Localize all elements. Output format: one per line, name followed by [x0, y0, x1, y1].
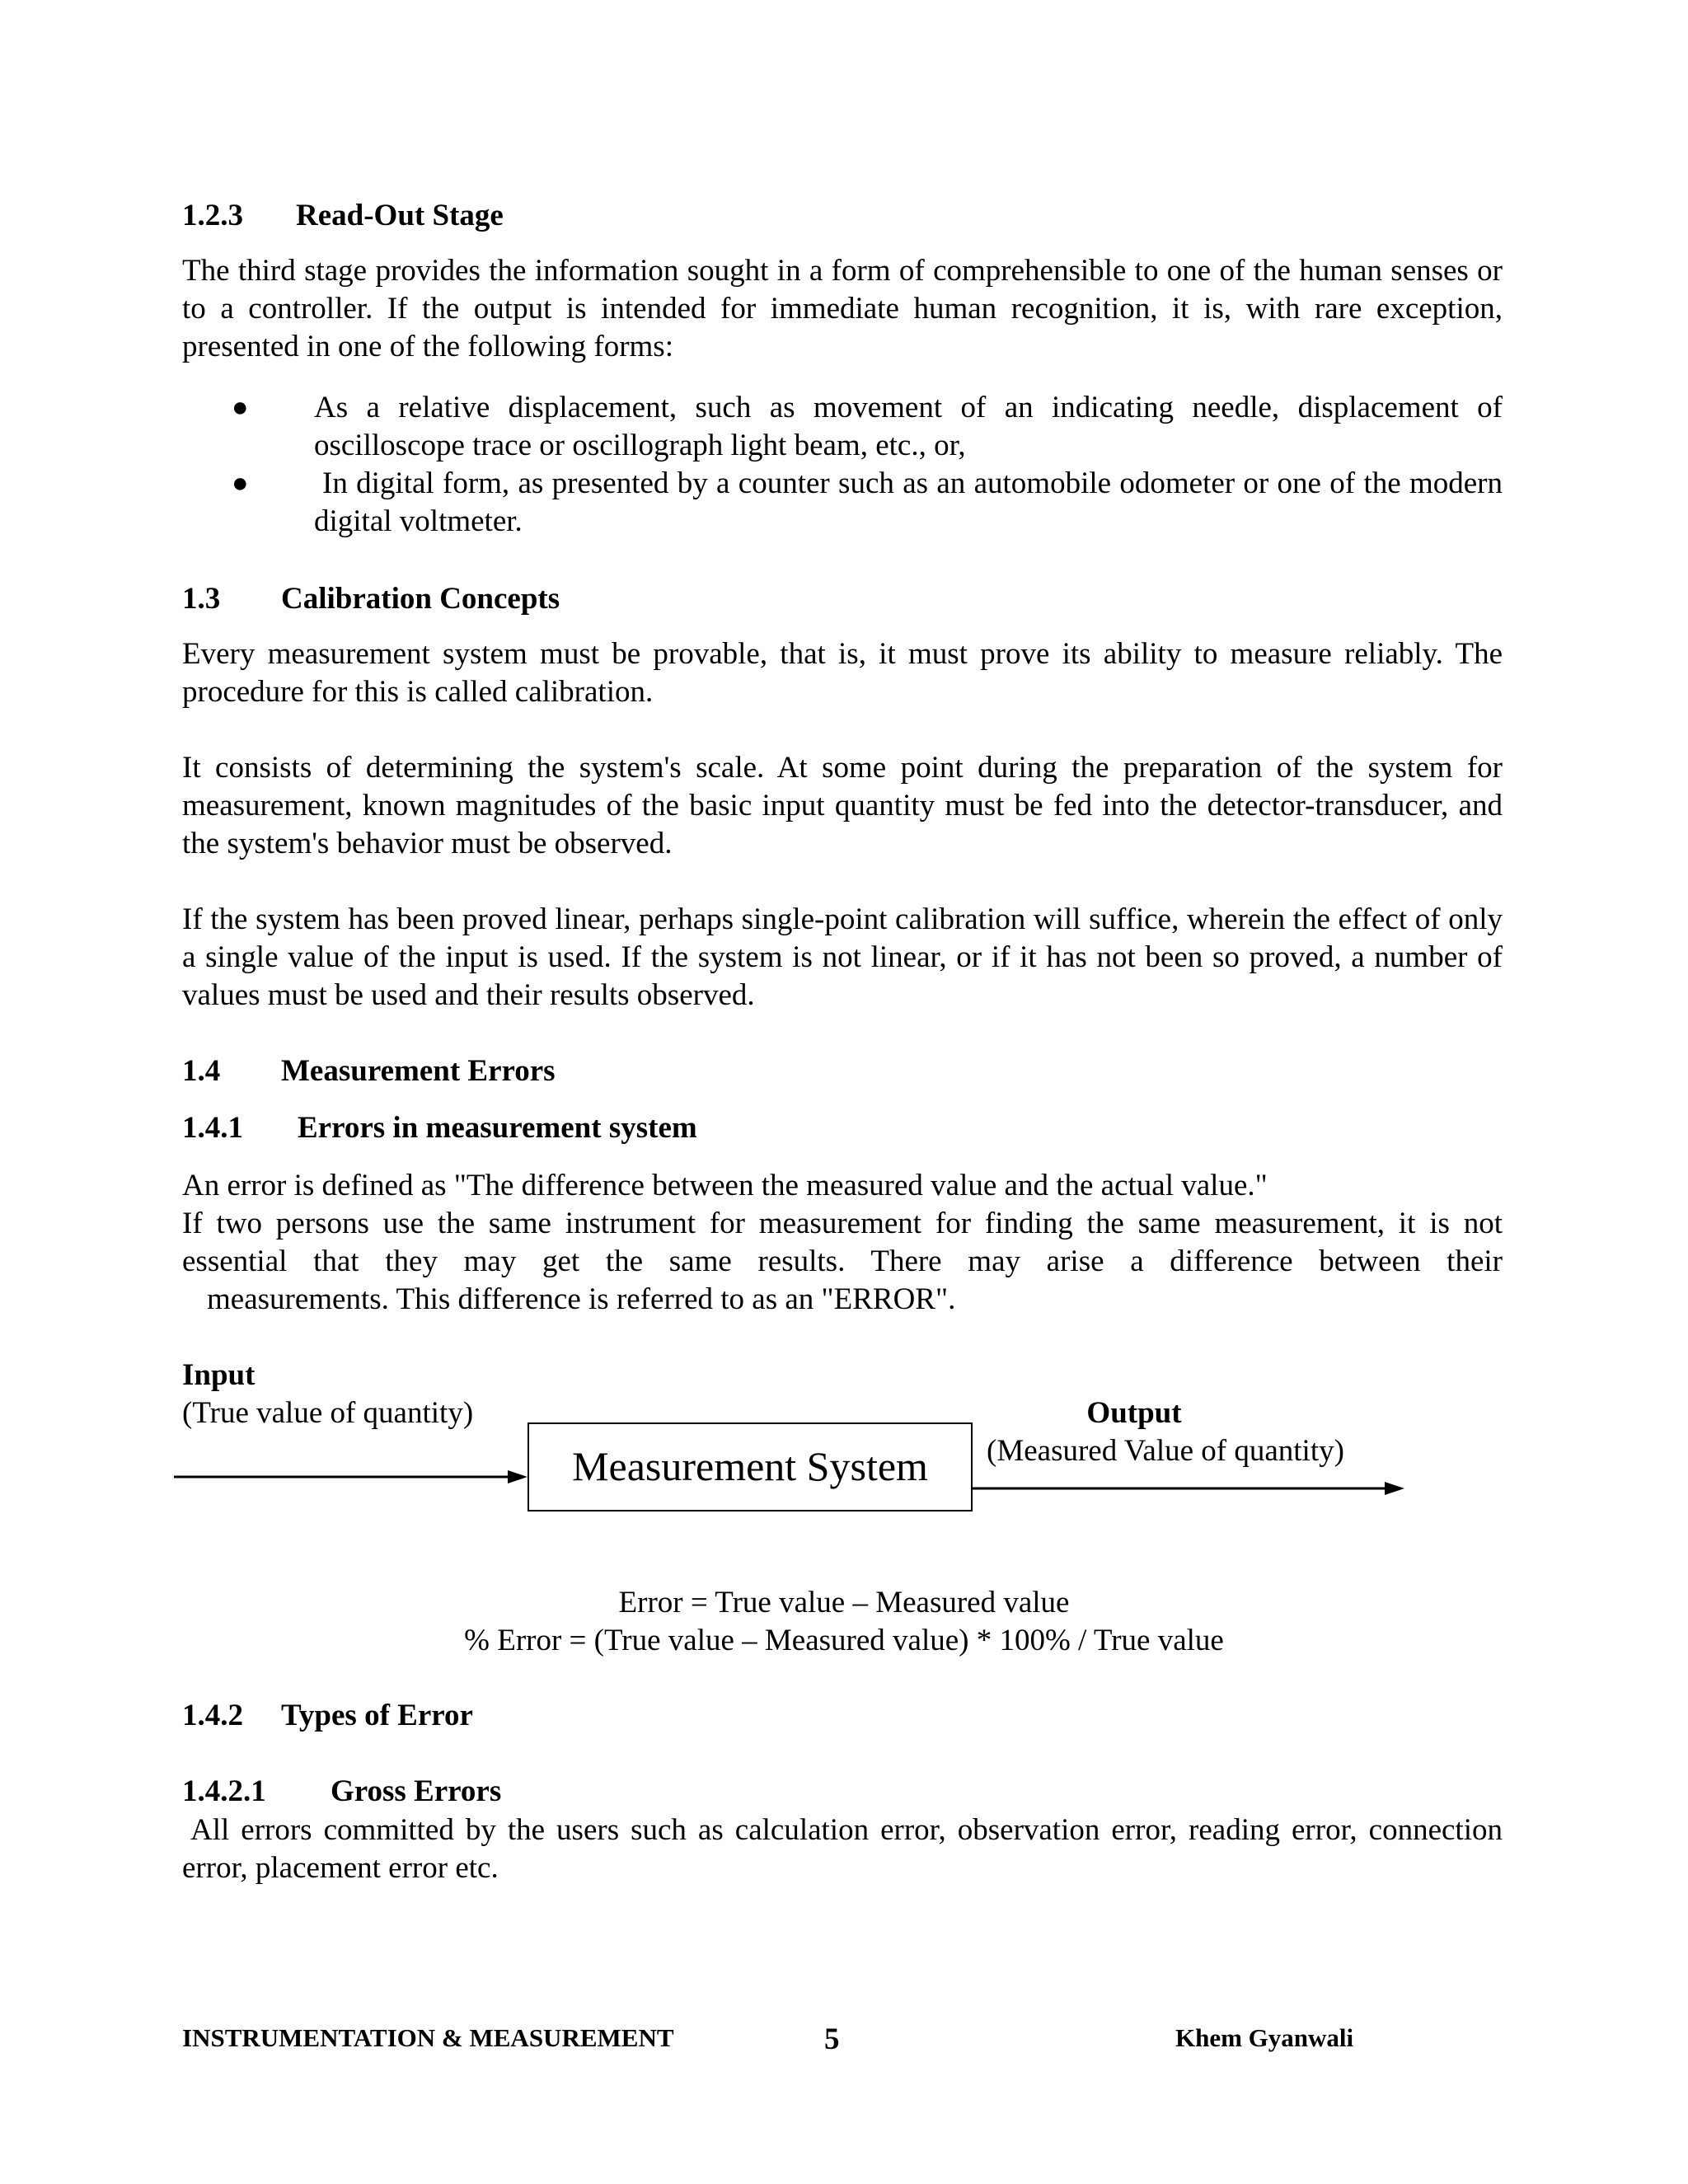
measurement-system-box: Measurement System: [528, 1422, 973, 1511]
section-title: Read-Out Stage: [296, 199, 504, 232]
calibration-paragraph-1: Every measurement system must be provable, that is, it must prove its ability to measure reliably. The procedure for this is called calibration.: [182, 637, 1503, 709]
error-definition: An error is defined as "The difference between the measured value and the actual value.": [182, 1169, 1268, 1202]
input-label: Input: [182, 1358, 256, 1392]
bullet-text: In digital form, as presented by a counter such as an automobile odometer or one of the modern digital voltmeter.: [314, 466, 1503, 538]
output-sublabel: (Measured Value of quantity): [987, 1434, 1344, 1468]
input-sublabel: (True value of quantity): [182, 1396, 474, 1430]
section-number: 1.4.2: [182, 1699, 243, 1732]
section-title: Measurement Errors: [281, 1054, 556, 1088]
section-title: Types of Error: [281, 1699, 473, 1732]
bullet-icon: ●: [232, 468, 249, 499]
footer-author: Khem Gyanwali: [1175, 2023, 1354, 2052]
calibration-paragraph-2: It consists of determining the system's scale. At some point during the preparation of the system for measurement, known magnitudes of the basic input quantity must be fed into the detector-transducer, and the system's behavior must be observed.: [182, 751, 1503, 860]
percent-error-formula: % Error = (True value – Measured value) * 100% / True value: [464, 1624, 1224, 1657]
output-arrow: [973, 1482, 1404, 1495]
calibration-paragraph-3: If the system has been proved linear, perhaps single-point calibration will suffice, wherein the effect of only a single value of the input is used. If the system is not linear, or if it has not been so proved, a number of values must be used and their results observed.: [182, 902, 1503, 1012]
section-number: 1.4.2.1: [182, 1774, 266, 1808]
section-title: Gross Errors: [331, 1774, 502, 1808]
section-number: 1.2.3: [182, 199, 243, 232]
bullet-icon: ●: [232, 392, 249, 423]
error-paragraph-end: measurements. This difference is referred to as an "ERROR".: [207, 1282, 956, 1316]
section-number: 1.3: [182, 582, 221, 616]
heading-1-4-2-1: [182, 1774, 501, 1810]
section-title: Errors in measurement system: [298, 1111, 697, 1145]
page-number: 5: [824, 2022, 840, 2056]
error-formula: Error = True value – Measured value: [618, 1586, 1070, 1619]
section-number: 1.4: [182, 1054, 221, 1088]
error-paragraph: If two persons use the same instrument for measurement for finding the same measurement, it is not essential that they may get the same results. There may arise a difference between their: [182, 1207, 1503, 1278]
input-arrow: [174, 1470, 528, 1483]
output-label: Output: [1086, 1396, 1182, 1430]
bullet-text: As a relative displacement, such as movement of an indicating needle, displacement of oscilloscope trace or oscillograph light beam, etc., or,: [314, 391, 1503, 462]
readout-paragraph: The third stage provides the information sought in a form of comprehensible to one of the human senses or to a controller. If the output is intended for immediate human recognition, it is, with rare exception, presented in one of the following forms:: [182, 254, 1503, 363]
section-title: Calibration Concepts: [281, 582, 560, 616]
section-number: 1.4.1: [182, 1111, 243, 1145]
footer-course: INSTRUMENTATION & MEASUREMENT: [182, 2023, 674, 2052]
gross-errors-paragraph: All errors committed by the users such as calculation error, observation error, reading error, connection error, placement error etc.: [182, 1813, 1503, 1885]
heading-1-4-2: [182, 1698, 473, 1734]
